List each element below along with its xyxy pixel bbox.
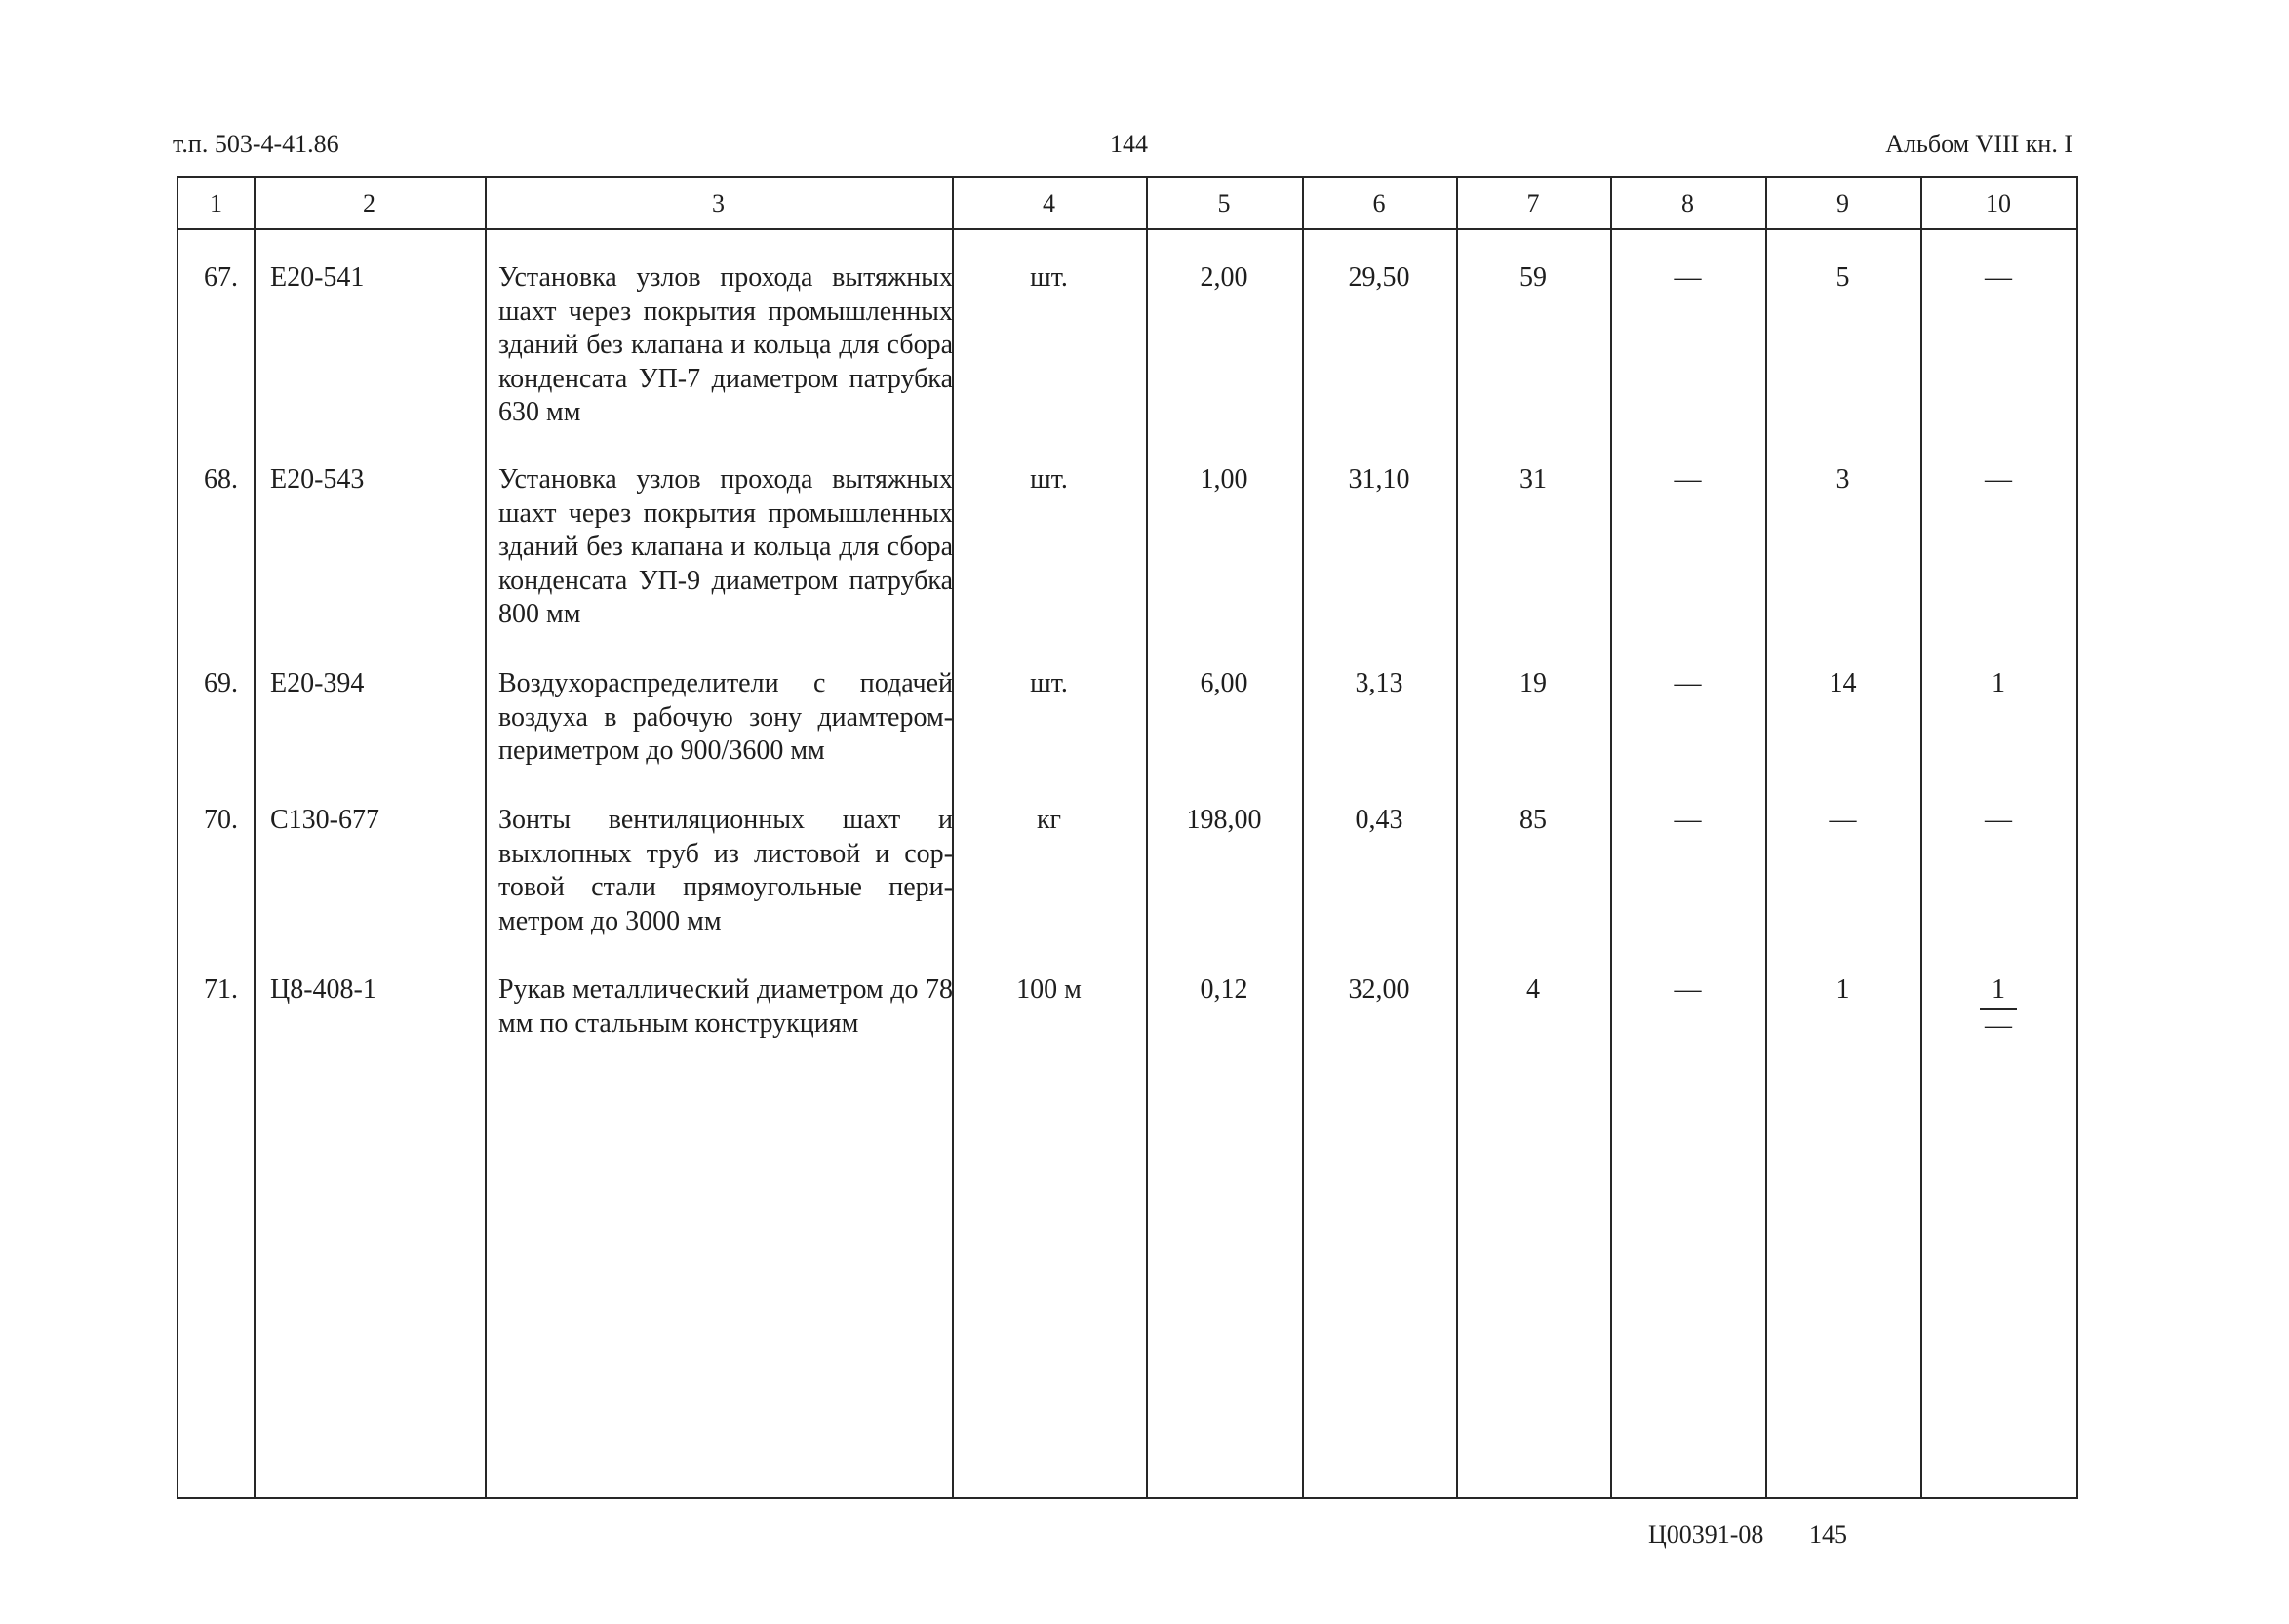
row-number: 70.	[204, 805, 238, 835]
column-number-6: 6	[1372, 189, 1386, 218]
column-divider	[1146, 178, 1148, 1497]
row-col8: —	[1674, 805, 1702, 835]
row-total-cost: 85	[1519, 805, 1547, 835]
row-quantity: 1,00	[1200, 464, 1248, 495]
row-col9: 14	[1829, 668, 1857, 698]
row-unit: шт.	[1030, 668, 1068, 698]
column-number-8: 8	[1681, 189, 1694, 218]
row-description: Установка узлов прохода вытяжных шахт через покрытия промышленных зданий без клапана и кольца для сбора конденсата УП-7 диаметром патрубка 630 мм	[498, 262, 953, 427]
row-number: 71.	[204, 974, 238, 1005]
row-col10-fraction	[1920, 973, 2076, 1043]
row-col9: —	[1829, 805, 1857, 835]
column-number-1: 1	[210, 189, 222, 218]
column-divider	[485, 178, 487, 1497]
column-number-4: 4	[1043, 189, 1055, 218]
column-number-3: 3	[712, 189, 725, 218]
column-number-9: 9	[1836, 189, 1849, 218]
column-divider	[1302, 178, 1304, 1497]
row-col10: —	[1985, 805, 2012, 835]
row-col10: 1	[1992, 668, 2005, 698]
column-divider	[1456, 178, 1458, 1497]
row-unit-cost: 0,43	[1355, 805, 1403, 835]
column-number-2: 2	[363, 189, 375, 218]
row-col8: —	[1674, 464, 1702, 495]
row-col8: —	[1674, 262, 1702, 293]
row-unit-cost: 29,50	[1348, 262, 1410, 293]
row-rate-code: Ц8-408-1	[270, 974, 376, 1005]
column-divider	[1610, 178, 1612, 1497]
row-number: 68.	[204, 464, 238, 495]
footer-page-number: 145	[1809, 1521, 1847, 1549]
column-divider	[254, 178, 256, 1497]
row-col9: 5	[1835, 262, 1850, 293]
header-document-code: т.п. 503-4-41.86	[173, 130, 339, 158]
row-quantity: 2,00	[1200, 262, 1248, 293]
row-rate-code: Е20-543	[270, 464, 365, 495]
row-description: Зонты вентиляционных шахт и выхлопных труб из листовой и сортовой стали прямоугольные периметром до 3000 мм	[498, 805, 953, 936]
row-col10: —	[1985, 262, 2012, 293]
row-col10: —	[1985, 464, 2012, 495]
row-description: Установка узлов прохода вытяжных шахт через покрытия промышленных зданий без клапана и кольца для сбора конденсата УП-9 диаметром патрубка 800 мм	[498, 464, 953, 629]
fraction-numerator: 1	[1980, 973, 2017, 1010]
row-col9: 3	[1835, 464, 1850, 495]
row-quantity: 6,00	[1200, 668, 1248, 698]
row-col8: —	[1674, 974, 1702, 1005]
row-total-cost: 19	[1519, 668, 1547, 698]
row-unit: шт.	[1030, 262, 1068, 293]
header-page-number: 144	[1110, 130, 1148, 158]
column-number-10: 10	[1986, 189, 2011, 218]
row-unit-cost: 32,00	[1348, 974, 1410, 1005]
row-total-cost: 59	[1519, 262, 1547, 293]
row-number: 69.	[204, 668, 238, 698]
row-quantity: 0,12	[1200, 974, 1248, 1005]
footer-document-code: Ц00391-08	[1648, 1521, 1764, 1549]
column-divider	[1920, 178, 1922, 1497]
row-number: 67.	[204, 262, 238, 293]
row-description: Воздухораспределители с подачей воздуха в рабочую зону диамтером-периметром до 900/3600 мм	[498, 668, 953, 766]
row-total-cost: 31	[1519, 464, 1547, 495]
row-unit: шт.	[1030, 464, 1068, 495]
row-description: Рукав металлический диаметром до 78 мм по стальным конструкциям	[498, 974, 953, 1039]
row-col9: 1	[1835, 974, 1850, 1005]
row-rate-code: Е20-394	[270, 668, 365, 698]
estimate-table	[177, 176, 2078, 1499]
row-rate-code: С130-677	[270, 805, 379, 835]
header-album-label: Альбом VIII кн. I	[1885, 130, 2072, 158]
row-unit-cost: 3,13	[1355, 668, 1403, 698]
row-unit-cost: 31,10	[1348, 464, 1410, 495]
row-total-cost: 4	[1526, 974, 1540, 1005]
row-rate-code: Е20-541	[270, 262, 365, 293]
column-divider	[1765, 178, 1767, 1497]
row-unit: 100 м	[1016, 974, 1082, 1005]
column-number-5: 5	[1217, 189, 1231, 218]
row-col8: —	[1674, 668, 1702, 698]
fraction-denominator: —	[1985, 1010, 2012, 1041]
fraction	[1980, 973, 2017, 1043]
row-unit: кг	[1036, 805, 1062, 835]
column-number-7: 7	[1526, 189, 1540, 218]
row-quantity: 198,00	[1186, 805, 1262, 835]
